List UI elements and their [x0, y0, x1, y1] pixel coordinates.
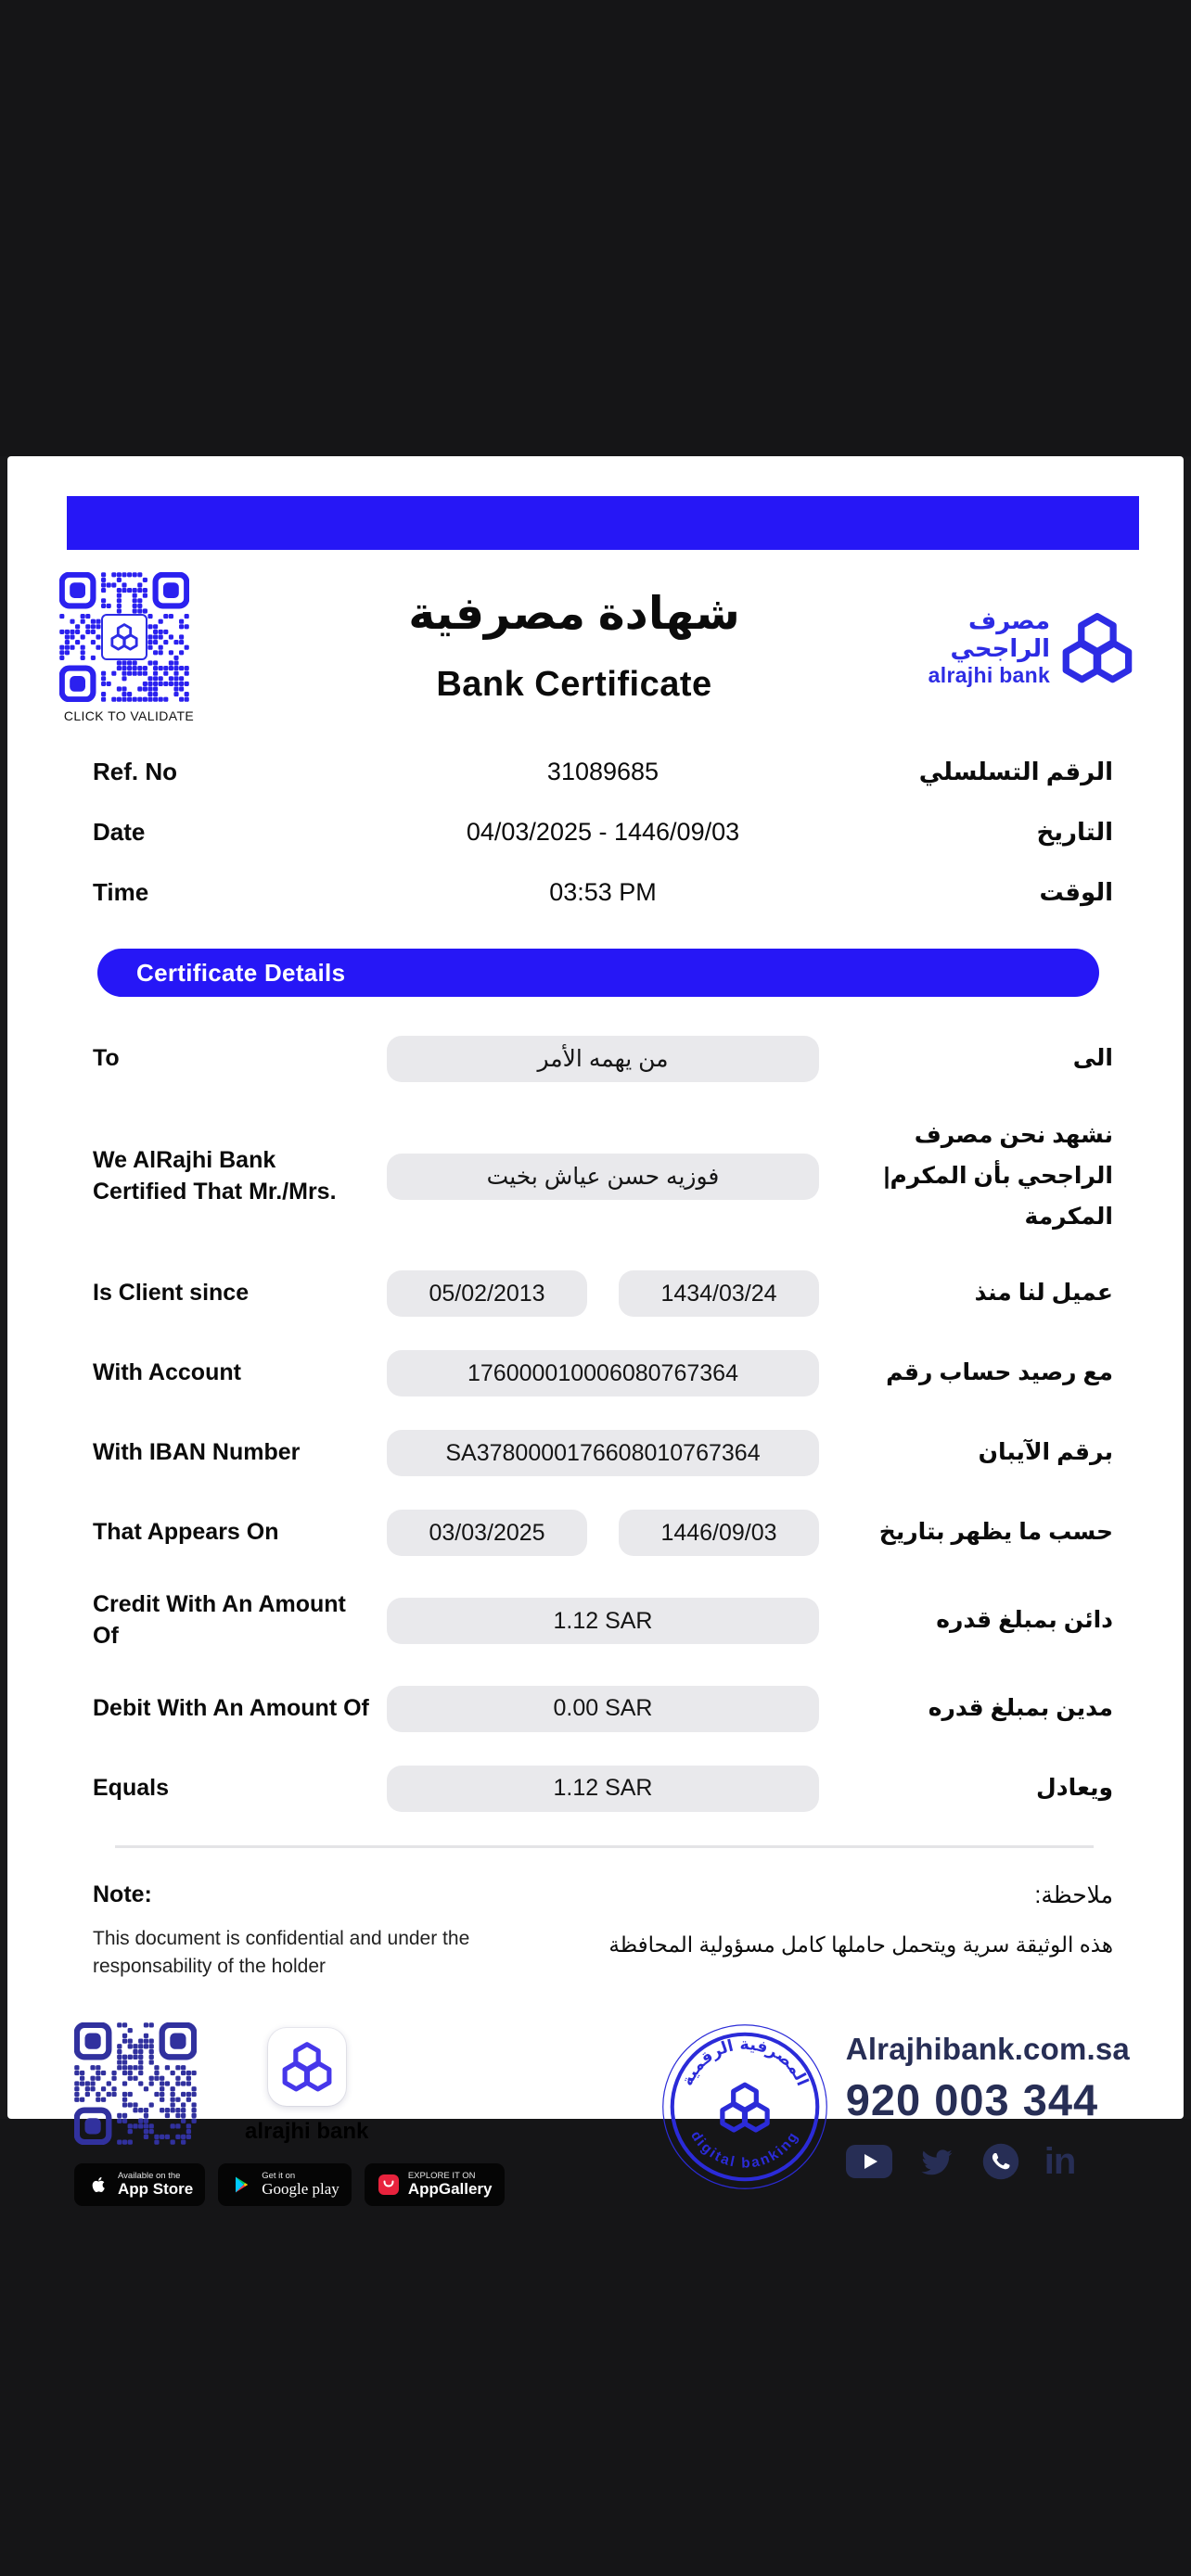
row-client-since — [93, 1270, 1113, 1317]
row-appears-on — [93, 1510, 1113, 1556]
note-title-en: Note: — [93, 1881, 152, 1907]
phone-number[interactable]: 920 003 344 — [845, 2075, 1099, 2125]
svg-text:digital banking — [687, 2128, 802, 2172]
row-label-ar: حسب ما يظهر بتاريخ — [878, 1519, 1113, 1546]
app-name-label: alrajhi bank — [245, 2118, 369, 2144]
row-label-ar: دائن بمبلغ قدره — [936, 1607, 1113, 1634]
row-label-ar: عميل لنا منذ — [974, 1280, 1113, 1307]
alrajhi-trefoil-icon — [280, 2038, 334, 2096]
row-debit-amount — [93, 1686, 1113, 1732]
row-value: 1446/09/03 — [619, 1510, 819, 1556]
qr-caption[interactable]: CLICK TO VALIDATE — [63, 708, 195, 723]
row-label-ar: برقم الآيبان — [978, 1439, 1113, 1466]
svg-text:المصرفية الرقمية — [678, 2035, 812, 2089]
row-label-en: Debit With An Amount Of — [93, 1694, 369, 1721]
account-number-value: 176000010006080767364 — [387, 1350, 819, 1396]
meta-label-en: Time — [93, 878, 149, 906]
row-label-ar: مدين بمبلغ قدره — [928, 1694, 1113, 1721]
row-label-ar: نشهد نحن مصرف الراجحي بأن المكرم|المكرمة — [883, 1122, 1113, 1230]
document-meta — [93, 742, 1113, 923]
validation-qr-block — [59, 572, 198, 723]
row-label-en: That Appears On — [93, 1519, 279, 1546]
equals-amount-value: 1.12 SAR — [387, 1766, 819, 1812]
certificate-header — [59, 572, 1135, 723]
brand-name-arabic: مصرف الراجحي — [950, 606, 1051, 663]
meta-label-ar: الرقم التسلسلي — [918, 758, 1113, 785]
note-section — [93, 1881, 1113, 1982]
row-value: فوزيه حسن عياش بخيت — [387, 1154, 819, 1200]
row-label-en: With IBAN Number — [93, 1439, 301, 1466]
appgallery-badge[interactable]: EXPLORE IT ON AppGallery — [365, 2163, 505, 2206]
appgallery-icon — [377, 2173, 401, 2197]
ref-number-value: 31089685 — [546, 758, 660, 785]
alrajhi-trefoil-icon — [109, 622, 139, 652]
app-store-badge[interactable]: Available on the App Store — [74, 2163, 205, 2206]
row-credit-amount — [93, 1589, 1113, 1652]
credit-amount-value: 1.12 SAR — [387, 1598, 819, 1644]
meta-label-ar: الوقت — [1039, 878, 1113, 906]
store-badges — [74, 2163, 602, 2206]
note-divider — [115, 1845, 1094, 1848]
title-english: Bank Certificate — [436, 664, 712, 704]
note-text-en: This document is confidential and under the responsability of the holder — [93, 1927, 470, 1978]
row-to — [93, 1036, 1113, 1082]
row-label-en: Credit With An Amount Of — [93, 1591, 346, 1649]
row-label-ar: الى — [1072, 1045, 1113, 1072]
row-account — [93, 1350, 1113, 1396]
alrajhi-bank-logo — [890, 600, 1135, 696]
note-title-ar: ملاحظة: — [1034, 1881, 1113, 1908]
row-label-en: We AlRajhi Bank Certified That Mr./Mrs. — [93, 1146, 337, 1205]
meta-row-date — [93, 802, 1113, 862]
app-icon-block — [245, 2028, 368, 2145]
meta-row-time — [93, 862, 1113, 923]
certificate-titles — [259, 588, 890, 705]
stamp-text-arabic: المصرفية الرقمية — [677, 2034, 812, 2089]
row-value: 1434/03/24 — [619, 1270, 819, 1317]
row-value: 03/03/2025 — [387, 1510, 587, 1556]
row-equals — [93, 1766, 1113, 1812]
alrajhi-app-icon — [268, 2028, 346, 2106]
contact-block — [602, 2022, 1130, 2191]
row-value: 05/02/2013 — [387, 1270, 587, 1317]
screen-letterbox-top — [0, 0, 1191, 456]
youtube-icon[interactable] — [846, 2145, 892, 2178]
date-value: 04/03/2025 - 1446/09/03 — [466, 818, 740, 846]
app-download-qr-code[interactable] — [74, 2022, 197, 2145]
twitter-icon[interactable] — [916, 2144, 957, 2179]
bank-certificate-document — [7, 456, 1184, 2198]
row-label-en: Equals — [93, 1774, 169, 1801]
meta-label-en: Date — [93, 818, 146, 846]
row-label-en: To — [93, 1045, 120, 1072]
digital-banking-stamp — [660, 2022, 829, 2191]
website-url[interactable]: Alrajhibank.com.sa — [845, 2032, 1130, 2067]
row-label-en: Is Client since — [93, 1280, 250, 1307]
row-value: من يهمه الأمر — [387, 1036, 819, 1082]
title-arabic: شهادة مصرفية — [408, 588, 740, 639]
google-play-badge[interactable]: Get it on Google play — [218, 2163, 352, 2206]
time-value: 03:53 PM — [549, 878, 657, 906]
certificate-footer — [74, 2022, 1130, 2206]
certificate-details-section-header: Certificate Details — [97, 949, 1099, 997]
meta-label-en: Ref. No — [93, 758, 177, 785]
debit-amount-value: 0.00 SAR — [387, 1686, 819, 1732]
stamp-text-english: digital banking — [686, 2127, 802, 2172]
row-label-ar: ويعادل — [1036, 1774, 1113, 1801]
note-text-ar: هذه الوثيقة سرية ويتحمل حاملها كامل مسؤولية المحافظة — [608, 1932, 1113, 1957]
alrajhi-trefoil-icon — [1059, 600, 1135, 696]
header-accent-bar — [67, 496, 1139, 550]
row-label-ar: مع رصيد حساب رقم — [886, 1359, 1113, 1386]
qr-center-logo — [101, 614, 147, 660]
whatsapp-icon[interactable] — [981, 2142, 1020, 2181]
iban-value: SA3780000176608010767364 — [387, 1430, 819, 1476]
social-icons — [846, 2142, 1076, 2181]
row-certified-name — [93, 1116, 1113, 1237]
validation-qr-code[interactable] — [59, 572, 189, 702]
certificate-details-rows — [93, 1036, 1113, 1812]
row-label-en: With Account — [93, 1359, 241, 1386]
apple-icon — [86, 2173, 110, 2197]
app-download-block — [74, 2022, 602, 2206]
meta-label-ar: التاريخ — [1036, 818, 1113, 846]
linkedin-icon[interactable]: in — [1044, 2141, 1076, 2183]
meta-row-ref — [93, 742, 1113, 802]
google-play-icon — [230, 2173, 254, 2197]
row-iban — [93, 1430, 1113, 1476]
brand-name-english: alrajhi bank — [928, 663, 1051, 688]
